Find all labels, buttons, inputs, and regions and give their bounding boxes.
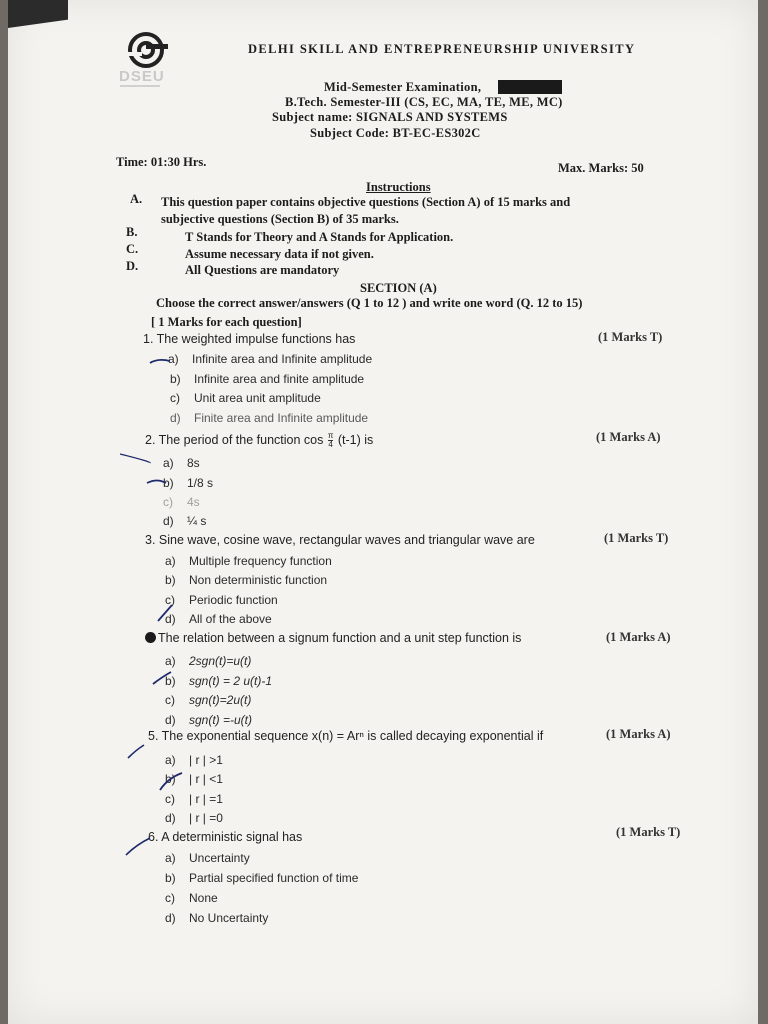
instruction-text: T Stands for Theory and A Stands for Application. bbox=[185, 230, 454, 244]
instruction-letter: B. bbox=[126, 225, 138, 239]
question-marks: (1 Marks A) bbox=[606, 727, 671, 741]
option: a) Infinite area and Infinite amplitude bbox=[168, 352, 373, 366]
option: b) Partial specified function of time bbox=[165, 871, 359, 885]
question-6: 6. A deterministic signal has bbox=[148, 830, 303, 844]
question-marks: (1 Marks T) bbox=[604, 531, 669, 545]
instruction-text: Assume necessary data if not given. bbox=[185, 247, 374, 261]
option: c) Unit area unit amplitude bbox=[170, 391, 321, 405]
instruction-letter: C. bbox=[126, 242, 139, 256]
question-4: The relation between a signum function and a unit step function is bbox=[145, 631, 521, 645]
exam-time: Time: 01:30 Hrs. bbox=[116, 155, 207, 169]
exam-paper bbox=[8, 0, 758, 1024]
question-3: 3. Sine wave, cosine wave, rectangular waves and triangular wave are bbox=[145, 533, 535, 547]
option: c) 4s bbox=[163, 495, 200, 509]
instructions-title: Instructions bbox=[366, 180, 431, 194]
question-1: 1. The weighted impulse functions has bbox=[143, 332, 356, 346]
university-name: DELHI SKILL AND ENTREPRENEURSHIP UNIVERSITY bbox=[248, 42, 636, 56]
question-2: 2. The period of the function cos $\frac{\pi}{4}$ (t-1) is bbox=[145, 431, 374, 449]
fraction-numerator: π bbox=[327, 431, 334, 440]
option: d) ¼ s bbox=[163, 514, 207, 528]
option: a) Uncertainty bbox=[165, 851, 250, 865]
option: c) Periodic function bbox=[165, 593, 278, 607]
option: b) 1/8 s bbox=[163, 476, 214, 490]
section-directions: Choose the correct answer/answers (Q 1 to 12 ) and write one word (Q. 12 to 15) bbox=[156, 296, 583, 310]
option: d) sgn(t) =-u(t) bbox=[165, 713, 253, 727]
paper-corner-shadow bbox=[8, 0, 68, 28]
option: d) No Uncertainty bbox=[165, 911, 269, 925]
svg-text:DSEU: DSEU bbox=[119, 68, 165, 85]
option: d) | r | =0 bbox=[165, 811, 223, 825]
program-line: B.Tech. Semester-III (CS, EC, MA, TE, ME, MC) bbox=[285, 95, 563, 109]
fraction-denominator: 4 bbox=[328, 440, 333, 449]
option: d) All of the above bbox=[165, 612, 272, 626]
option: a) | r | >1 bbox=[165, 753, 223, 767]
dseu-logo bbox=[116, 30, 186, 94]
option: b) Non deterministic function bbox=[165, 573, 328, 587]
option: d) Finite area and Infinite amplitude bbox=[170, 411, 369, 425]
option: b) | r | <1 bbox=[165, 772, 223, 786]
instruction-text: All Questions are mandatory bbox=[185, 263, 340, 277]
subject-code: Subject Code: BT-EC-ES302C bbox=[310, 126, 481, 140]
redaction-block bbox=[498, 80, 562, 94]
section-title: SECTION (A) bbox=[360, 281, 437, 295]
question-marks: (1 Marks A) bbox=[606, 630, 671, 644]
question-marks: (1 Marks A) bbox=[596, 430, 661, 444]
instruction-letter: A. bbox=[130, 192, 143, 206]
option: a) 2sgn(t)=u(t) bbox=[165, 654, 252, 668]
instruction-text: subjective questions (Section B) of 35 marks. bbox=[161, 212, 399, 226]
exam-title: Mid-Semester Examination, bbox=[324, 80, 482, 94]
question-5: 5. The exponential sequence x(n) = Arⁿ is called decaying exponential if bbox=[148, 729, 544, 743]
option: a) Multiple frequency function bbox=[165, 554, 332, 568]
max-marks: Max. Marks: 50 bbox=[558, 161, 644, 175]
option: c) | r | =1 bbox=[165, 792, 223, 806]
option: c) sgn(t)=2u(t) bbox=[165, 693, 252, 707]
option: b) sgn(t) = 2 u(t)-1 bbox=[165, 674, 273, 688]
option: b) Infinite area and finite amplitude bbox=[170, 372, 365, 386]
option: a) 8s bbox=[163, 456, 200, 470]
instruction-text: This question paper contains objective questions (Section A) of 15 marks and bbox=[161, 195, 571, 209]
marks-note: [ 1 Marks for each question] bbox=[151, 315, 302, 329]
option: c) None bbox=[165, 891, 218, 905]
filled-circle-icon bbox=[145, 632, 156, 643]
question-marks: (1 Marks T) bbox=[616, 825, 681, 839]
question-marks: (1 Marks T) bbox=[598, 330, 663, 344]
subject-name: Subject name: SIGNALS AND SYSTEMS bbox=[272, 110, 508, 124]
dseu-logo-icon bbox=[116, 30, 186, 94]
instruction-letter: D. bbox=[126, 259, 139, 273]
